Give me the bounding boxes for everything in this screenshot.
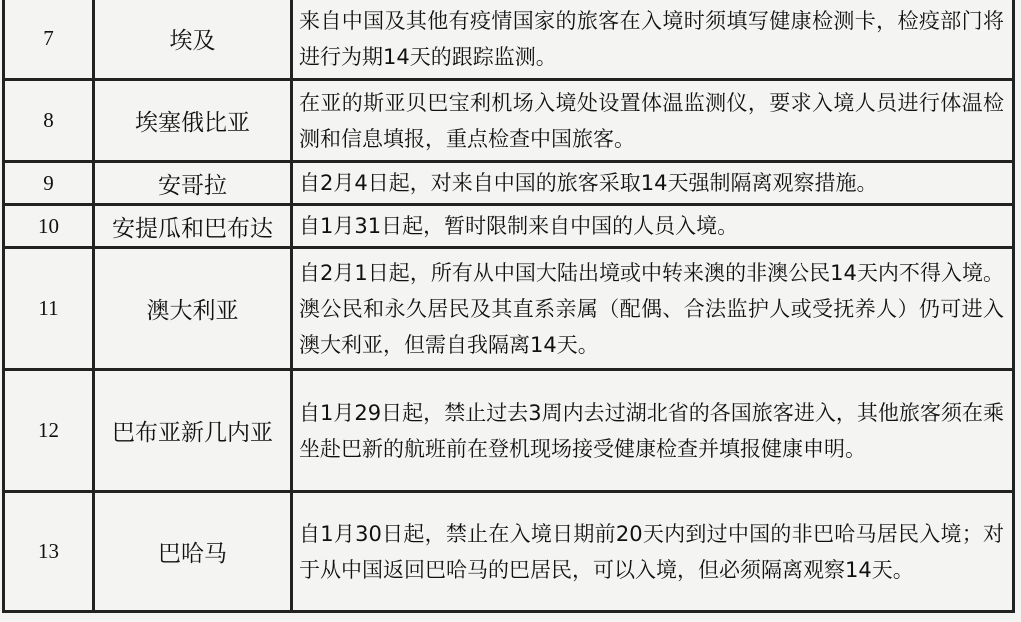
measure-text: 在亚的斯亚贝巴宝利机场入境处设置体温监测仪，要求入境人员进行体温检测和信息填报，重点检查中国旅客。 [292,80,1014,162]
measure-text: 来自中国及其他有疫情国家的旅客在入境时须填写健康检测卡，检疫部门将进行为期14天的跟踪监测。 [292,0,1014,80]
country-name: 巴哈马 [94,492,292,612]
row-number: 9 [4,162,94,205]
table-row [4,370,1014,492]
travel-restrictions-table [2,0,1015,613]
row-number: 12 [4,370,94,492]
row-number: 7 [4,0,94,80]
country-name: 埃及 [94,0,292,80]
table-row [4,0,1014,80]
measure-text: 自1月30日起，禁止在入境日期前20天内到过中国的非巴哈马居民入境；对于从中国返回巴哈马的巴居民，可以入境，但必须隔离观察14天。 [292,492,1014,612]
row-number: 10 [4,205,94,248]
country-name: 安提瓜和巴布达 [94,205,292,248]
table-row [4,162,1014,205]
country-name: 澳大利亚 [94,248,292,370]
measure-text: 自1月31日起，暂时限制来自中国的人员入境。 [292,205,1014,248]
country-name: 埃塞俄比亚 [94,80,292,162]
country-name: 安哥拉 [94,162,292,205]
row-number: 11 [4,248,94,370]
row-number: 8 [4,80,94,162]
table-row [4,248,1014,370]
measure-text: 自2月4日起，对来自中国的旅客采取14天强制隔离观察措施。 [292,162,1014,205]
measure-text: 自1月29日起，禁止过去3周内去过湖北省的各国旅客进入，其他旅客须在乘坐赴巴新的航班前在登机现场接受健康检查并填报健康申明。 [292,370,1014,492]
row-number: 13 [4,492,94,612]
table-body [4,0,1014,612]
table-row [4,80,1014,162]
table-row [4,492,1014,612]
country-name: 巴布亚新几内亚 [94,370,292,492]
measure-text: 自2月1日起，所有从中国大陆出境或中转来澳的非澳公民14天内不得入境。澳公民和永久居民及其直系亲属（配偶、合法监护人或受抚养人）仍可进入澳大利亚，但需自我隔离14天。 [292,248,1014,370]
table-row [4,205,1014,248]
